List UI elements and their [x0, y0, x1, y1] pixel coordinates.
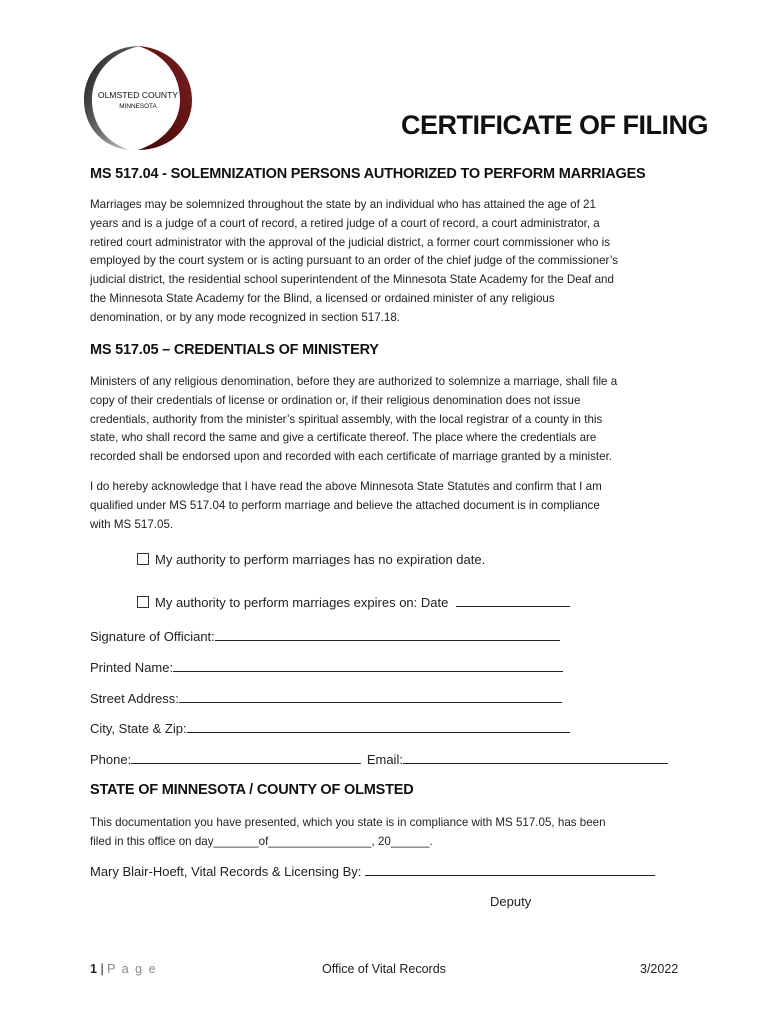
city-state-zip-label: City, State & Zip:: [90, 721, 187, 736]
no-expiration-label: My authority to perform marriages has no expiration date.: [155, 552, 486, 567]
deputy-label: Deputy: [490, 894, 532, 909]
county-logo: [80, 42, 196, 154]
page-word: P a g e: [107, 962, 158, 976]
text-line: the Minnesota State Academy for the Blind, a licensed or ordained minister of any religious: [90, 291, 555, 305]
deputy-signature-field[interactable]: [365, 863, 655, 876]
registrar-row: [90, 863, 655, 879]
text-line: denomination, or by any mode recognized in section 517.18.: [90, 310, 401, 324]
signature-row: [90, 628, 560, 644]
no-expiration-checkbox[interactable]: [137, 553, 149, 565]
text-line: copy of their credentials of license or ordination or, if their religious denomination does not issue: [90, 393, 581, 407]
city-state-zip-field[interactable]: [187, 720, 570, 733]
section-heading-state-county: STATE OF MINNESOTA / COUNTY OF OLMSTED: [90, 782, 414, 798]
page-separator: |: [100, 962, 104, 976]
text-line: credentials, authority from the minister’s spiritual assembly, with the local registrar of a county in this: [90, 412, 603, 426]
page-number: [90, 962, 157, 976]
email-field[interactable]: [403, 751, 668, 764]
expires-on-label: My authority to perform marriages expires on: Date: [155, 595, 449, 610]
street-address-field[interactable]: [179, 690, 562, 703]
text-line: judicial district, the residential school superintendent of the Minnesota State Academy for the Deaf and: [90, 273, 614, 287]
printed-name-row: [90, 659, 563, 675]
text-line: filed in this office on day_______of________________, 20______.: [90, 834, 433, 848]
printed-name-field[interactable]: [173, 659, 563, 672]
text-line: Marriages may be solemnized throughout the state by an individual who has attained the age of 21: [90, 198, 596, 211]
street-address-row: [90, 690, 562, 706]
acknowledgement-text: [90, 478, 680, 534]
text-line: Ministers of any religious denomination, before they are authorized to solemnize a marriage, shall file a: [90, 375, 618, 388]
expires-on-checkbox[interactable]: [137, 596, 149, 608]
statute-517-04-text: [90, 196, 680, 328]
registrar-label: Mary Blair-Hoeft, Vital Records & Licensing By:: [90, 864, 362, 879]
section-heading-517-05: MS 517.05 – CREDENTIALS OF MINISTERY: [90, 342, 379, 358]
signature-label: Signature of Officiant:: [90, 629, 215, 644]
phone-label: Phone:: [90, 752, 132, 767]
text-line: I do hereby acknowledge that I have read the above Minnesota State Statutes and confirm that I am: [90, 480, 602, 493]
page-number-value: 1: [90, 962, 97, 976]
signature-field[interactable]: [215, 628, 560, 641]
street-address-label: Street Address:: [90, 691, 179, 706]
text-line: retired court administrator with the approval of the judicial district, a former court commissioner who is: [90, 235, 610, 249]
section-heading-517-04: MS 517.04 - SOLEMNIZATION PERSONS AUTHORIZED TO PERFORM MARRIAGES: [90, 166, 646, 182]
text-line: qualified under MS 517.04 to perform marriage and believe the attached document is in compliance: [90, 498, 600, 512]
logo-text-state: MINNESOTA: [119, 103, 157, 110]
statute-517-05-text: [90, 373, 680, 467]
text-line: state, who shall record the same and give a certificate thereof. The place where the credentials are: [90, 431, 597, 445]
printed-name-label: Printed Name:: [90, 660, 174, 675]
text-line: employed by the court system or is acting pursuant to an order of the chief judge of the commissioner’s: [90, 254, 619, 268]
logo-text-county: OLMSTED COUNTY: [97, 90, 179, 100]
phone-email-row: [90, 751, 668, 767]
footer-office: Office of Vital Records: [322, 962, 446, 976]
filing-statement-text: [90, 814, 680, 852]
text-line: with MS 517.05.: [90, 517, 174, 531]
email-label: Email:: [366, 752, 403, 767]
city-state-zip-row: [90, 720, 570, 736]
expiration-date-field[interactable]: [456, 594, 570, 607]
no-expiration-option: [137, 552, 485, 567]
text-line: years and is a judge of a court of record, a retired judge of a court of record, a court administrator, a: [90, 216, 600, 230]
county-logo-ring-icon: [80, 42, 196, 154]
page-title: CERTIFICATE OF FILING: [401, 110, 708, 140]
phone-field[interactable]: [131, 751, 361, 764]
expires-on-option: [137, 594, 570, 610]
text-line: recorded shall be endorsed upon and recorded with each certificate of marriage granted by a minister.: [90, 450, 613, 464]
footer-date: 3/2022: [640, 962, 679, 976]
text-line: This documentation you have presented, which you state is in compliance with MS 517.05, has been: [90, 816, 606, 829]
